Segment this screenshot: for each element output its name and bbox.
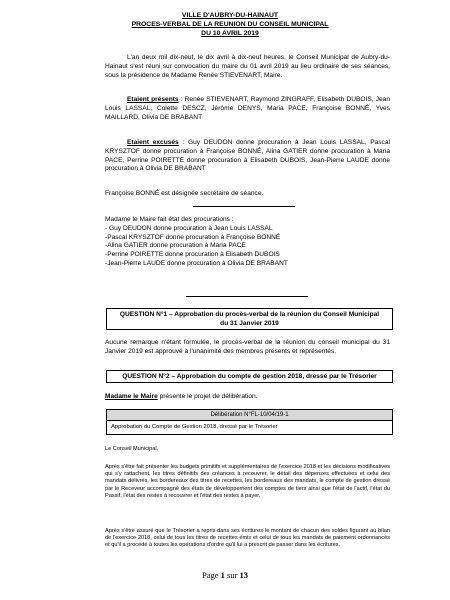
- question-2-intro: [105, 393, 390, 402]
- secretary-line: Françoise BONNÉ est désignée secrétaire de séance.: [105, 190, 264, 197]
- town-name: VILLE D'AUBRY-DU-HAINAUT: [181, 12, 279, 19]
- question-2-title: QUESTION N°2 – Approbation du compte de gestion 2018, dressé par le Trésorier: [106, 370, 393, 383]
- page-word: Page: [201, 570, 219, 580]
- present-members: [105, 96, 390, 122]
- procuration-item: - Guy DEUDON donne procuration à Jean Louis LASSAL: [105, 224, 273, 232]
- procuration-item: -Perrine POIRETTE donne procuration à Elisabeth DUBOIS: [105, 251, 280, 259]
- body-paragraph-1: Après s'être fait présenter les budgets primitifs et supplémentaires de l'exercice 2018 et les décisions modificatives qui s'y rattachent, les titres définitifs des créances à recouvrer, le détail des dépenses effectuées et celui des mandats délivrés, les bordereaux des titres de recettes, les bordereaux des mandats, le compte de gestion dressé par le Receveur accompagné des états de développement des comptes de tiers ainsi que l'état de l'actif, l'état du Passif, l'état des restes à recouvrer et l'état des restes à payer.: [105, 464, 390, 499]
- body-paragraph-2: Après s'être assuré que le Trésorier a repris dans ses écritures le montant de chacun des soldes figurant au bilan de l'exercice 2018, celui de tous les titres de recettes émis et celui de tous les mandats de paiement ordonnancés et qu'il a procédé à toutes les opérations d'ordre qu'il lui a prescrit de passer dans les écritures.: [105, 528, 390, 549]
- excused-members: [105, 139, 390, 174]
- procuration-item: -Alina GATIER donne procuration à Maria PACE: [105, 242, 246, 250]
- of-word: sur: [227, 570, 238, 580]
- deliberation-box: [106, 409, 393, 435]
- procuration-item: -Jean-Pierre LAUDE donne procuration à Olivia DE BRABANT: [105, 259, 288, 267]
- excused-list: : Guy DEUDON donne procuration à Jean Louis LASSAL, Pascal KRYSZTOF donne procuration à Françoise BONNÉ, Alina GATIER donne procuration à Maria PACE, Perrine POIRETTE donne procuration à Elisabeth DUBOIS, Jean-Pierre LAUDE donne procuration à Olivia DE BRABANT: [105, 139, 390, 173]
- procuration-item: -Pascal KRYSZTOF donne procuration à Françoise BONNÉ: [105, 233, 281, 241]
- document-title: PROCES-VERBAL DE LA REUNION DU CONSEIL MUNICIPAL: [131, 21, 329, 28]
- question-1-title: QUESTION N°1 – Approbation du procès-verbal de la réunion du Conseil Municipal du 31 Janvier 2019: [106, 308, 393, 330]
- page-footer: [0, 571, 450, 580]
- procurations-block: [105, 216, 390, 269]
- separator-line: [193, 206, 295, 207]
- present-list: : Renée STIEVENART, Raymond ZINGRAFF, Elisabeth DUBOIS, Jean Louis LASSAL, Colette DESCZ, Jérôme DENYS, Maria PACE, Françoise BONNÉ, Yves MAILLARD, Olivia DE BRABANT: [105, 96, 390, 121]
- excused-label: Etaient excusés: [127, 139, 179, 146]
- question-1-text: Aucune remarque n'étant formulée, le procès-verbal de la réunion du conseil municipal du 31 Janvier 2019 est approuvé à l'unanimité des membres présents et représentés.: [105, 339, 390, 355]
- presenter-text: présente le projet de délibération.: [157, 393, 258, 400]
- meeting-date: DU 10 AVRIL 2019: [201, 30, 259, 37]
- separator-line: [186, 296, 308, 297]
- procurations-intro: Madame le Maire fait état des procurations :: [105, 216, 234, 223]
- page-number: 1: [220, 570, 225, 580]
- intro-paragraph: L'an deux mil dix-neuf, le dix avril à dix-neuf heures, le Conseil Municipal de Aubry-du-Hainaut s'est réuni sur convocation du maire du 01 avril 2019 au lieu ordinaire de ses séances, sous la présidence de Madame Renée STIEVENART, Maire.: [105, 54, 390, 79]
- present-label: Etaient présents: [127, 96, 179, 103]
- presenter-name: Madame le Maire: [105, 393, 158, 400]
- page-total: 13: [239, 570, 249, 580]
- deliberation-number: Délibération N°FL-10/04/19-1: [107, 410, 392, 421]
- deliberation-subject: Approbation du Compte de Gestion 2018, dressé par le Trésorier: [111, 424, 278, 430]
- council-salutation: Le Conseil Municipal,: [105, 446, 159, 452]
